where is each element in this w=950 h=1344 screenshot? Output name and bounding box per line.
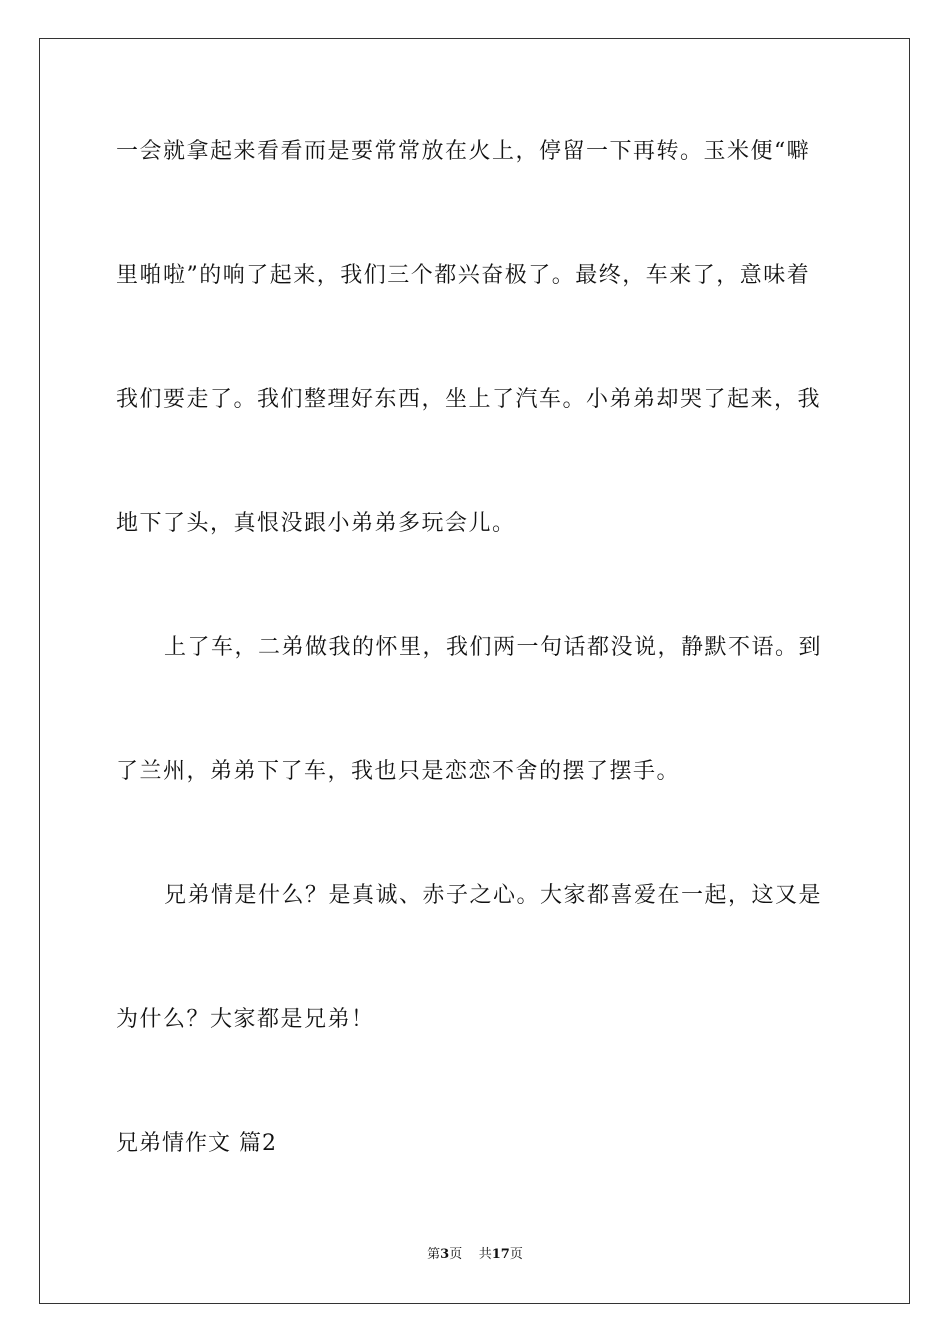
section-heading: 兄弟情作文 篇2 — [116, 1131, 277, 1156]
total-label-suffix: 页 — [509, 1247, 523, 1262]
paragraph-line-2: 里啪啦”的响了起来，我们三个都兴奋极了。最终，车来了，意味着 — [116, 263, 811, 288]
total-pages: 17 — [491, 1247, 510, 1262]
paragraph-line-4: 地下了头，真恨没跟小弟弟多玩会儿。 — [116, 511, 516, 536]
paragraph-line-1: 一会就拿起来看看而是要常常放在火上，停留一下再转。玉米便“噼 — [116, 139, 811, 164]
paragraph-line-8: 为什么？大家都是兄弟！ — [116, 1007, 375, 1032]
paragraph-line-7: 兄弟情是什么？是真诚、赤子之心。大家都喜爱在一起，这又是 — [164, 883, 823, 908]
page-number: 3 — [440, 1247, 450, 1262]
page-label-prefix: 第 — [427, 1247, 441, 1262]
page-border — [39, 38, 910, 1304]
paragraph-line-5: 上了车，二弟做我的怀里，我们两一句话都没说，静默不语。到 — [164, 635, 823, 660]
paragraph-line-3: 我们要走了。我们整理好东西，坐上了汽车。小弟弟却哭了起来，我 — [116, 387, 822, 412]
paragraph-line-6: 了兰州，弟弟下了车，我也只是恋恋不舍的摆了摆手。 — [116, 759, 681, 784]
page-label-suffix: 页 — [449, 1247, 463, 1262]
total-label-prefix: 共 — [478, 1247, 492, 1262]
page-footer — [0, 1247, 950, 1263]
